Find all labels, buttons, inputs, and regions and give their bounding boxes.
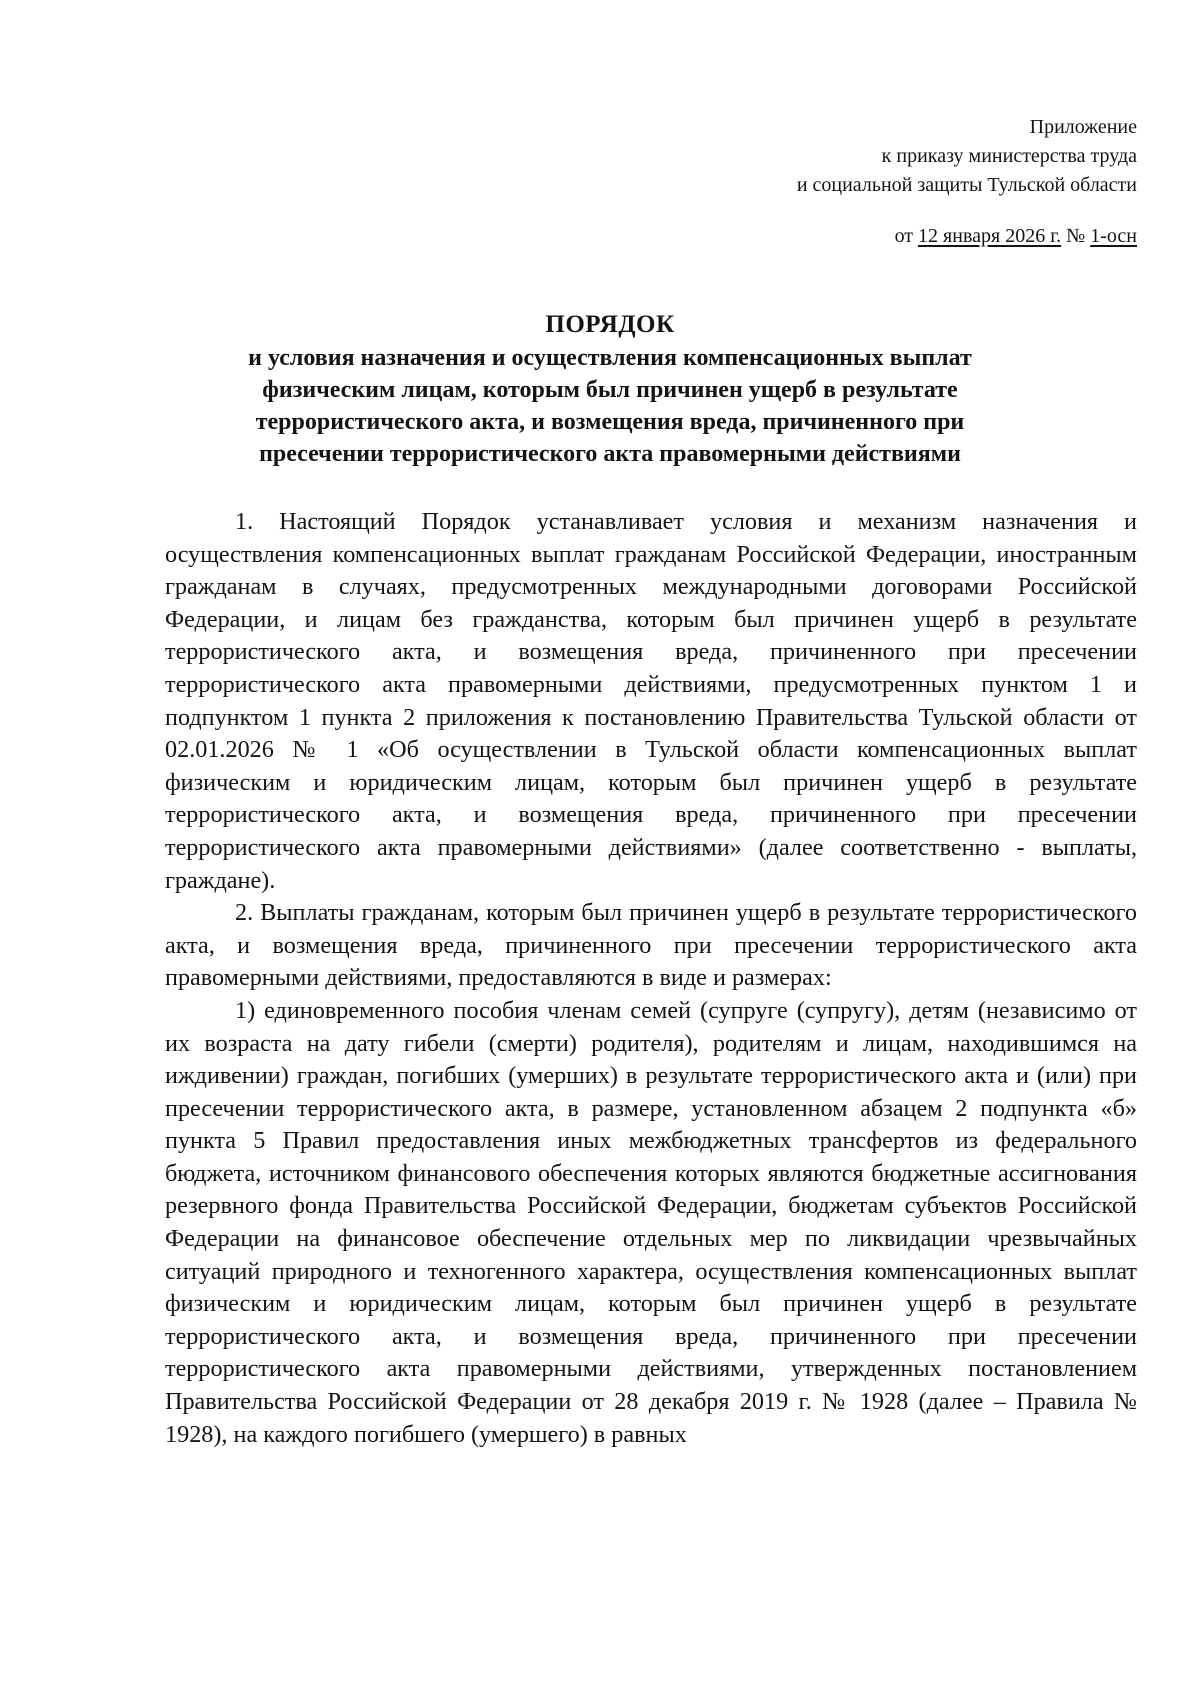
paragraph-1: 1. Настоящий Порядок устанавливает условия и механизм назначения и осуществления компенсационных выплат гражданам Российской Федерации, иностранным гражданам в случаях, предусмотренных международными договорами Российской Федерации, и лицам без гражданства, которым был причинен ущерб в результате террористического акта, и возмещения вреда, причиненного при пресечении террористического акта правомерными действиями, предусмотренных пунктом 1 и подпунктом 1 пункта 2 приложения к постановлению Правительства Тульской области от 02.01.2026 № 1 «Об осуществлении в Тульской области компенсационных выплат физическим и юридическим лицам, которым был причинен ущерб в результате террористического акта, и возмещения вреда, причиненного при пресечении террористического акта правомерными действиями» (далее соответственно - выплаты, граждане). [165, 508, 1137, 894]
title-line-2: физическим лицам, которым был причинен ущерб в результате [262, 377, 958, 403]
document-body [165, 506, 1137, 1451]
annex-header [797, 113, 1137, 200]
annex-line-2: к приказу министерства труда [881, 145, 1137, 167]
order-date-prefix: от [894, 225, 914, 247]
order-date: 12 января 2026 г. [918, 225, 1062, 247]
paragraph-2-item-1: 1) единовременного пособия членам семей (супруге (супругу), детям (независимо от их возраста на дату гибели (смерти) родителя), родителям и лицам, находившимся на иждивении) граждан, погибших (умерших) в результате террористического акта и (или) при пресечении террористического акта, в размере, установленном абзацем 2 подпункта «б» пункта 5 Правил предоставления иных межбюджетных трансфертов из федерального бюджета, источником финансового обеспечения которых являются бюджетные ассигнования резервного фонда Правительства Российской Федерации, бюджетам субъектов Российской Федерации на финансовое обеспечение отдельных мер по ликвидации чрезвычайных ситуаций природного и техногенного характера, осуществления компенсационных выплат физическим и юридическим лицам, которым был причинен ущерб в результате террористического акта, и возмещения вреда, причиненного при пресечении террористического акта правомерными действиями, утвержденных постановлением Правительства Российской Федерации от 28 декабря 2019 г. № 1928 (далее – Правила № 1928), на каждого погибшего (умершего) в равных [165, 996, 1137, 1448]
order-reference [895, 222, 1137, 251]
order-number: 1-осн [1090, 225, 1137, 247]
annex-line-3: и социальной защиты Тульской области [796, 174, 1137, 196]
title-line-1: и условия назначения и осуществления компенсационных выплат [248, 345, 972, 371]
title-line-4: пресечении террористического акта правомерными действиями [259, 441, 961, 467]
annex-line-1: Приложение [1029, 116, 1137, 138]
order-number-sign: № [1066, 225, 1086, 247]
document-title [160, 308, 1060, 470]
paragraph-2: 2. Выплаты гражданам, которым был причинен ущерб в результате террористического акта, и возмещения вреда, причиненного при пресечении террористического акта правомерными действиями, предоставляются в виде и размерах: [165, 899, 1137, 992]
title-heading: ПОРЯДОК [545, 311, 675, 338]
title-line-3: террористического акта, и возмещения вреда, причиненного при [255, 409, 965, 435]
